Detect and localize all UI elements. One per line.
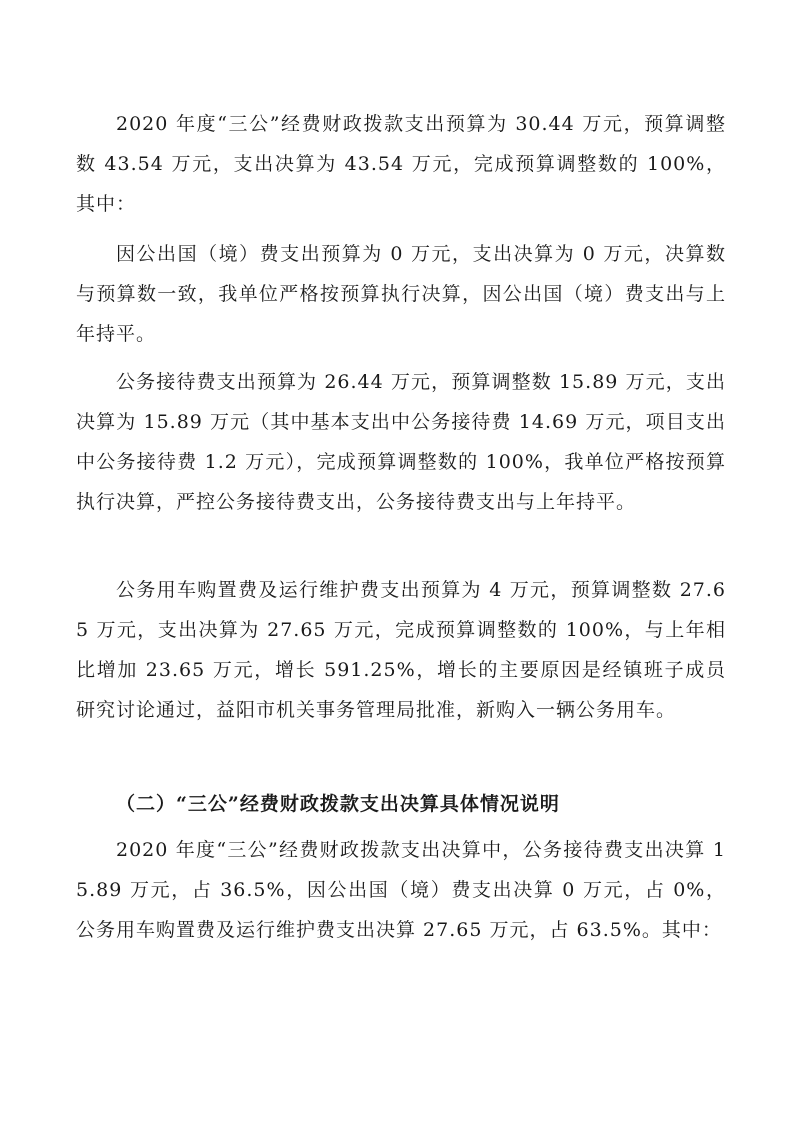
paragraph-section-detail: 2020 年度“三公”经费财政拨款支出决算中，公务接待费支出决算 15.89 万元，占 36.5%，因公出国（境）费支出决算 0 万元，占 0%，公务用车购置费及运行维护费支出决算 27.65 万元，占 63.5%。其中： (76, 839, 726, 941)
paragraph-official-vehicles: 公务用车购置费及运行维护费支出预算为 4 万元，预算调整数 27.65 万元，支出决算为 27.65 万元，完成预算调整数的 100%，与上年相比增加 23.65 万元，增长 591.25%，增长的主要原因是经镇班子成员研究讨论通过，益阳市机关事务管理局批准，新购入一辆公务用车。 (76, 579, 726, 721)
paragraph-budget-summary: 2020 年度“三公”经费财政拨款支出预算为 30.44 万元，预算调整数 43.54 万元，支出决算为 43.54 万元，完成预算调整数的 100%，其中： (76, 113, 726, 215)
paragraph-official-reception: 公务接待费支出预算为 26.44 万元，预算调整数 15.89 万元，支出决算为 15.89 万元（其中基本支出中公务接待费 14.69 万元，项目支出中公务接待费 1.2 万元），完成预算调整数的 100%，我单位严格按预算执行决算，严控公务接待费支出，公务接待费支出与上年持平。 (76, 371, 726, 513)
section-heading: （二）“三公”经费财政拨款支出决算具体情况说明 (116, 793, 560, 815)
paragraph-overseas-travel: 因公出国（境）费支出预算为 0 万元，支出决算为 0 万元，决算数与预算数一致，我单位严格按预算执行决算，因公出国（境）费支出与上年持平。 (76, 243, 726, 345)
